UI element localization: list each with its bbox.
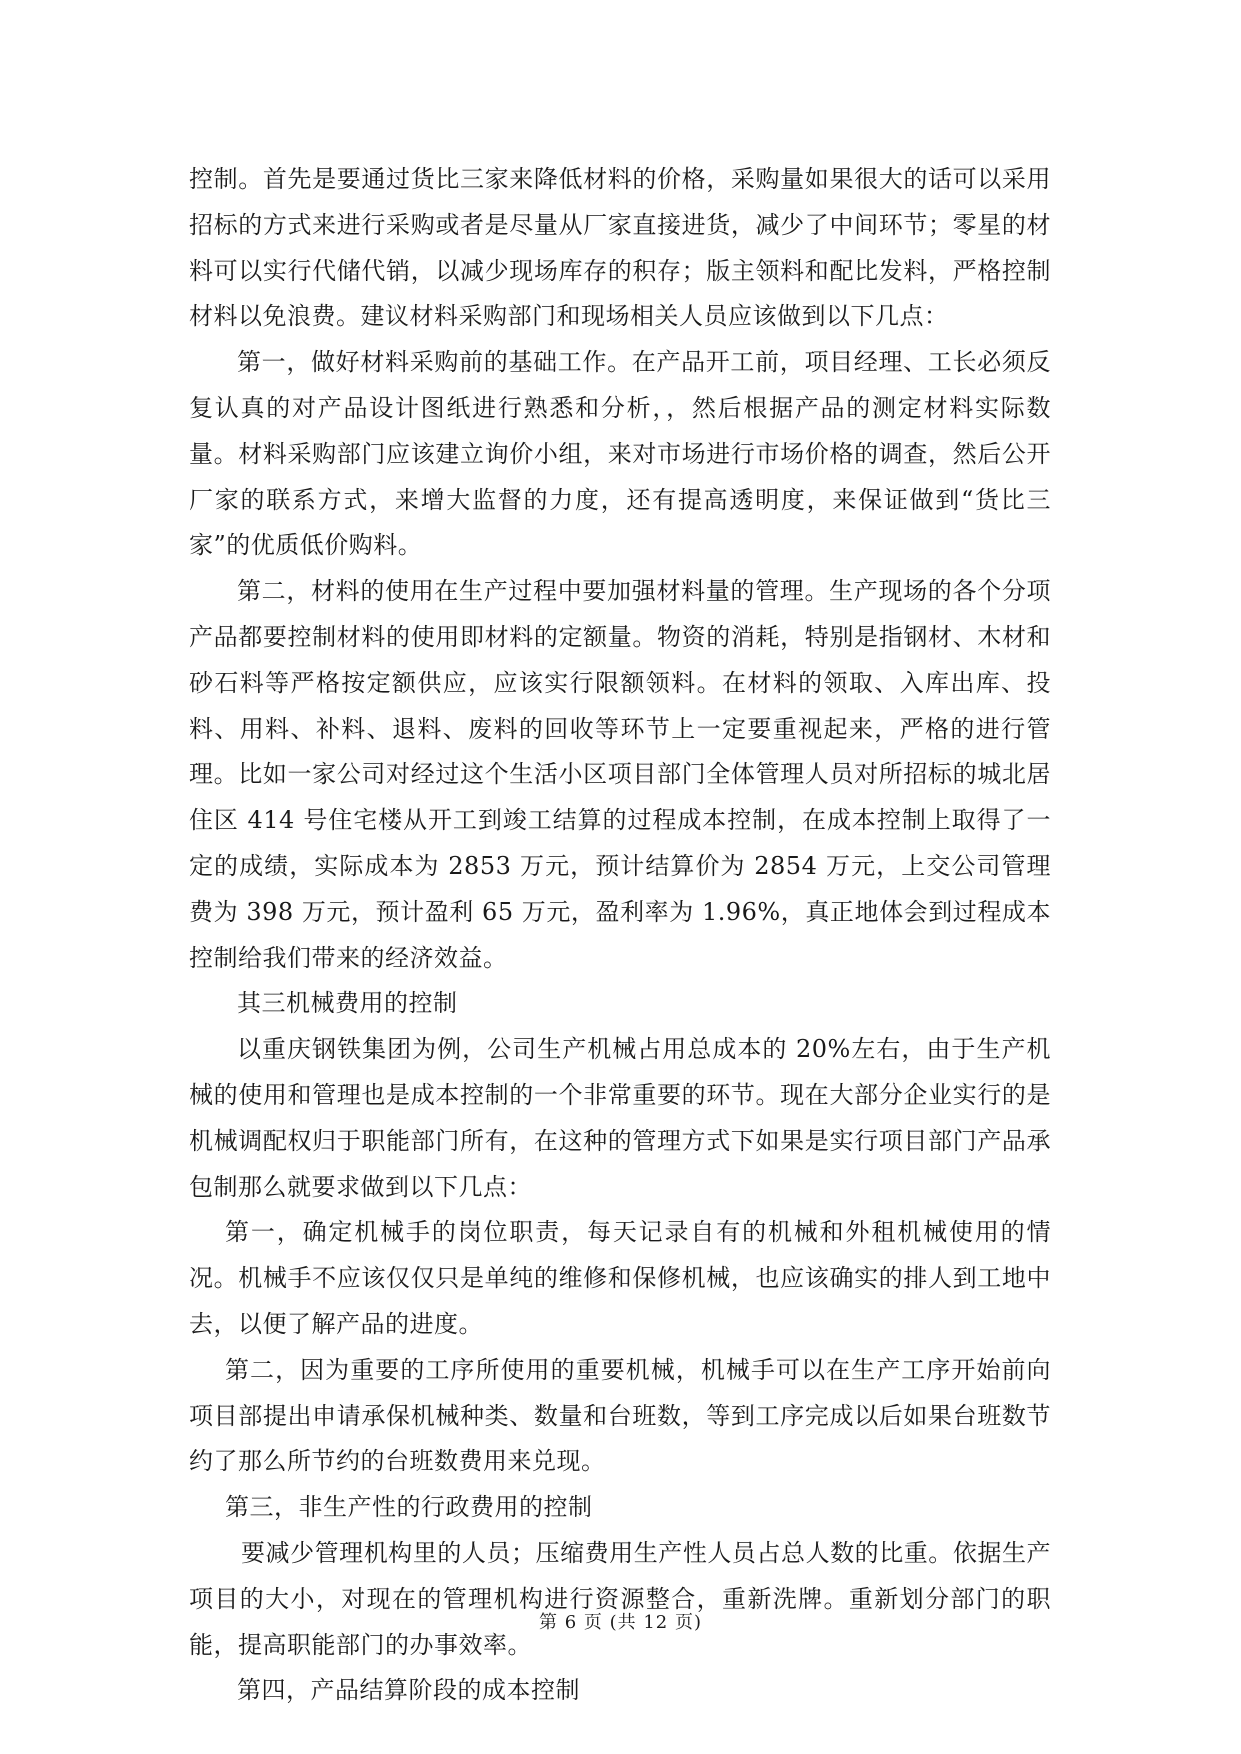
paragraph-machinery-second: 第二，因为重要的工序所使用的重要机械，机械手可以在生产工序开始前向项目部提出申请承保机械种类、数量和台班数，等到工序完成以后如果台班数节约了那么所节约的台班数费用来兑现。 [189, 1355, 1051, 1476]
paragraph-machinery-first: 第一，确定机械手的岗位职责，每天记录自有的机械和外租机械使用的情况。机械手不应该仅仅只是单纯的维修和保修机械，也应该确实的排人到工地中去，以便了解产品的进度。 [189, 1218, 1051, 1338]
paragraph-machinery-intro: 以重庆钢铁集团为例，公司生产机械占用总成本的 20%左右，由于生产机械的使用和管理也是成本控制的一个非常重要的环节。现在大部分企业实行的是机械调配权归于职能部门所有，在这种的管理方式下如果是实行项目部门产品承包制那么就要求做到以下几点： [189, 1035, 1051, 1201]
page-number-footer: 第 6 页 (共 12 页) [538, 1612, 702, 1633]
section-heading-settlement-cost: 第四，产品结算阶段的成本控制 [237, 1676, 580, 1705]
paragraph-admin-cost: 要减少管理机构里的人员；压缩费用生产性人员占总人数的比重。依据生产项目的大小，对现在的管理机构进行资源整合，重新洗牌。重新划分部门的职能，提高职能部门的办事效率。 [189, 1538, 1051, 1659]
paragraph-material-control-intro: 控制。首先是要通过货比三家来降低材料的价格，采购量如果很大的话可以采用招标的方式来进行采购或者是尽量从厂家直接进货，减少了中间环节；零星的材料可以实行代储代销，以减少现场库存的积存；版主领料和配比发料，严格控制材料以免浪费。建议材料采购部门和现场相关人员应该做到以下几点： [189, 165, 1051, 331]
section-heading-admin-cost: 第三，非生产性的行政费用的控制 [225, 1493, 593, 1522]
paragraph-second-material-usage: 第二，材料的使用在生产过程中要加强材料量的管理。生产现场的各个分项产品都要控制材料的使用即材料的定额量。物资的消耗，特别是指钢材、木材和砂石料等严格按定额供应，应该实行限额领料。在材料的领取、入库出库、投料、用料、补料、退料、废料的回收等环节上一定要重视起来，严格的进行管理。比如一家公司对经过这个生活小区项目部门全体管理人员对所招标的城北居住区 414 号住宅楼从开工到竣工结算的过程成本控制，在成本控制上取得了一定的成绩，实际成本为 2853 万元，预计结算价为 2854 万元，上交公司管理费为 398 万元，预计盈利 65 万元，盈利率为 1.96%，真正地体会到过程成本控制给我们带来的经济效益。 [189, 577, 1051, 972]
section-heading-machinery-cost: 其三机械费用的控制 [237, 989, 458, 1018]
body-text [189, 157, 1051, 1714]
paragraph-first-procurement: 第一，做好材料采购前的基础工作。在产品开工前，项目经理、工长必须反复认真的对产品设计图纸进行熟悉和分析，，然后根据产品的测定材料实际数量。材料采购部门应该建立询价小组，来对市场进行市场价格的调查，然后公开厂家的联系方式，来增大监督的力度，还有提高透明度，来保证做到“货比三家”的优质低价购料。 [189, 348, 1051, 560]
